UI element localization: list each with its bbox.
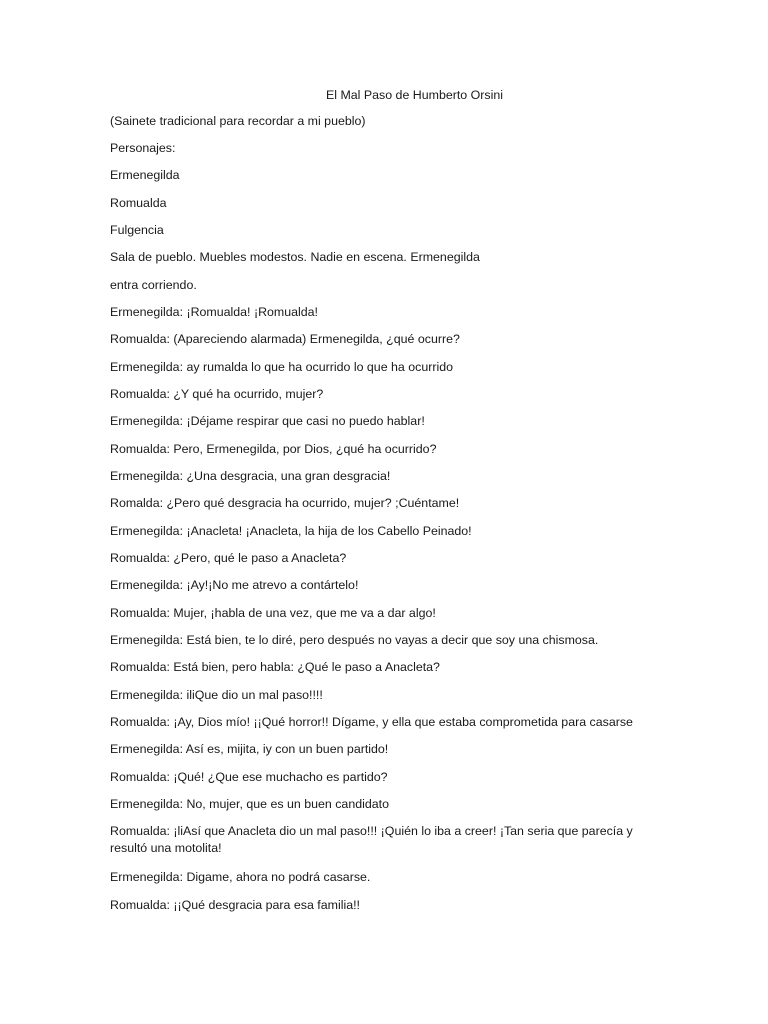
dialogue-line: Romualda: ¡Ay, Dios mío! ¡¡Qué horror!! Dígame, y ella que estaba comprometida para casarse (110, 715, 633, 729)
dialogue-line: Ermenegilda: Así es, mijita, iy con un buen partido! (110, 742, 389, 756)
characters-heading: Personajes: (110, 141, 176, 155)
dialogue-line: Romualda: Pero, Ermenegilda, por Dios, ¿qué ha ocurrido? (110, 442, 437, 456)
dialogue-line: Ermenegilda: ¡Ay!¡No me atrevo a contártelo! (110, 578, 359, 592)
dialogue-line: Romualda: ¡liAsí que Anacleta dio un mal paso!!! ¡Quién lo iba a creer! ¡Tan seria que parecía y resultó una motolita! (110, 824, 633, 855)
dialogue-line: Ermenegilda: No, mujer, que es un buen candidato (110, 797, 389, 811)
document-title: El Mal Paso de Humberto Orsini (326, 88, 503, 102)
subtitle: (Sainete tradicional para recordar a mi pueblo) (110, 114, 366, 128)
dialogue-line: Ermenegilda: ¿Una desgracia, una gran desgracia! (110, 469, 391, 483)
dialogue-line: Ermenegilda: ¡Romualda! ¡Romualda! (110, 305, 318, 319)
stage-direction: Sala de pueblo. Muebles modestos. Nadie en escena. Ermenegilda (110, 250, 480, 264)
dialogue-line: Ermenegilda: Está bien, te lo diré, pero después no vayas a decir que soy una chismosa. (110, 633, 599, 647)
dialogue-line: Romualda: ¿Y qué ha ocurrido, mujer? (110, 387, 324, 401)
character-name: Ermenegilda (110, 168, 180, 182)
dialogue-line: Ermenegilda: ¡Déjame respirar que casi no puedo hablar! (110, 414, 425, 428)
dialogue-line: Romualda: Mujer, ¡habla de una vez, que me va a dar algo! (110, 606, 436, 620)
dialogue-line: Romualda: ¡Qué! ¿Que ese muchacho es partido? (110, 770, 388, 784)
dialogue-line: Romualda: Está bien, pero habla: ¿Qué le paso a Anacleta? (110, 660, 440, 674)
dialogue-line: Ermenegilda: iliQue dio un mal paso!!!! (110, 688, 323, 702)
dialogue-line: Ermenegilda: ay rumalda lo que ha ocurrido lo que ha ocurrido (110, 360, 454, 374)
dialogue-line: Romualda: ¿Pero, qué le paso a Anacleta? (110, 551, 347, 565)
character-name: Fulgencia (110, 223, 164, 237)
dialogue-line: Ermenegilda: Digame, ahora no podrá casarse. (110, 870, 371, 884)
character-name: Romualda (110, 196, 167, 210)
dialogue-line: Romualda: ¡¡Qué desgracia para esa familia!! (110, 898, 360, 912)
dialogue-line: Ermenegilda: ¡Anacleta! ¡Anacleta, la hija de los Cabello Peinado! (110, 524, 472, 538)
stage-direction: entra corriendo. (110, 278, 197, 292)
dialogue-line: Romualda: (Apareciendo alarmada) Ermenegilda, ¿qué ocurre? (110, 332, 460, 346)
dialogue-line: Romalda: ¿Pero qué desgracia ha ocurrido, mujer? ;Cuéntame! (110, 496, 460, 510)
